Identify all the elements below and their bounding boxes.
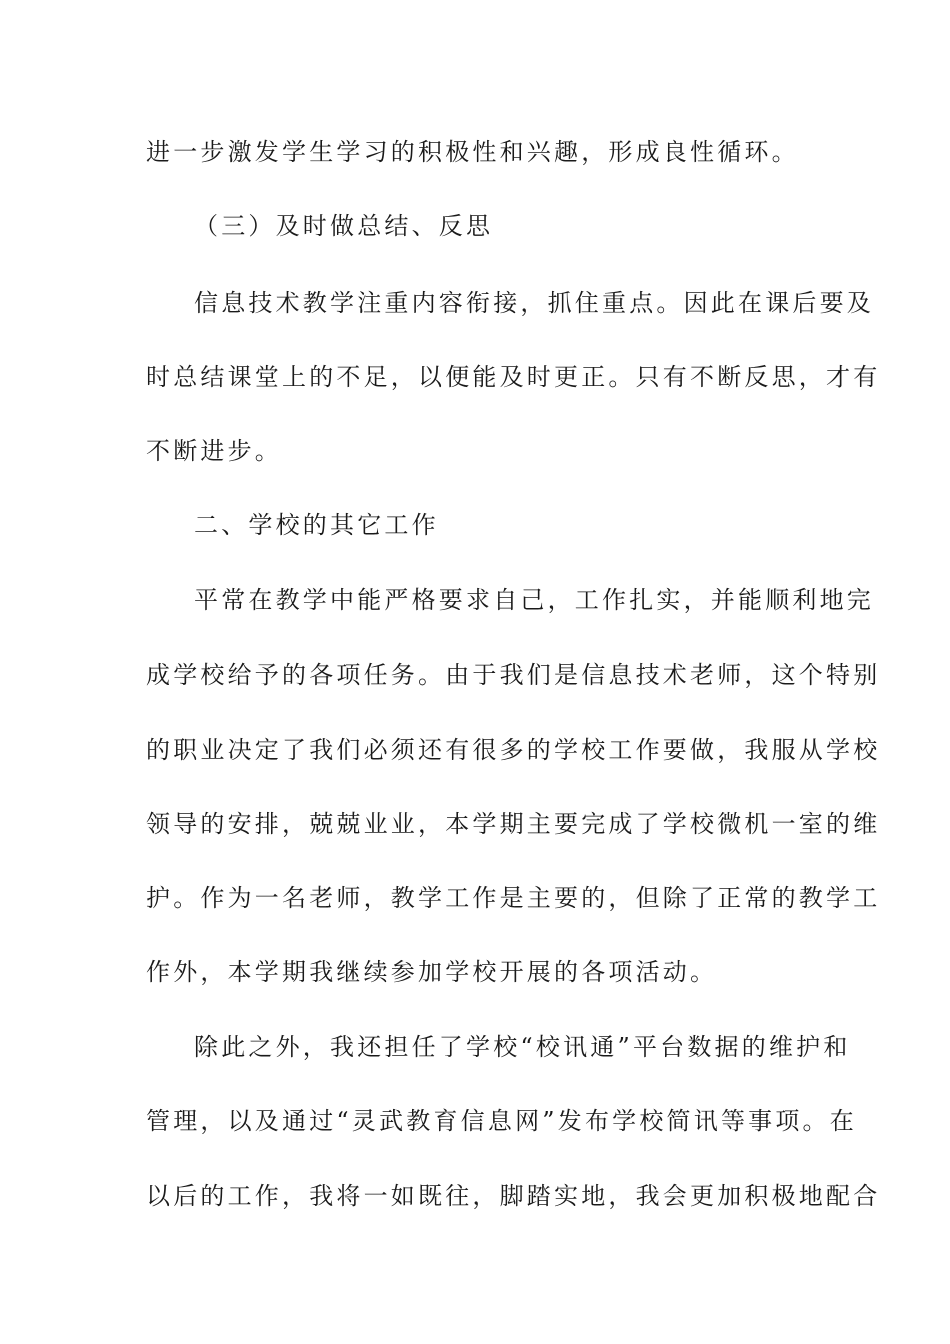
text-line: 除此之外，我还担任了学校“校讯通”平台数据的维护和 [194,1033,851,1061]
section-heading: 二、学校的其它工作 [194,511,439,539]
text-line: 领导的安排，兢兢业业，本学期主要完成了学校微机一室的维 [146,810,881,838]
text-line: 进一步激发学生学习的积极性和兴趣，形成良性循环。 [146,138,799,166]
text-line: 平常在教学中能严格要求自己，工作扎实，并能顺利地完 [194,586,874,614]
text-line: 作外，本学期我继续参加学校开展的各项活动。 [146,958,718,986]
text-line: 的职业决定了我们必须还有很多的学校工作要做，我服从学校 [146,736,881,764]
text-line: 信息技术教学注重内容衔接，抓住重点。因此在课后要及 [194,289,874,317]
text-line: 护。作为一名老师，教学工作是主要的，但除了正常的教学工 [146,884,881,912]
text-line: 成学校给予的各项任务。由于我们是信息技术老师，这个特别 [146,661,881,689]
text-line: 管理，以及通过“灵武教育信息网”发布学校简讯等事项。在 [146,1107,857,1135]
text-line: 以后的工作，我将一如既往，脚踏实地，我会更加积极地配合 [146,1182,881,1210]
text-line: 时总结课堂上的不足，以便能及时更正。只有不断反思，才有 [146,363,881,391]
section-heading: （三）及时做总结、反思 [194,212,494,240]
text-line: 不断进步。 [146,437,282,465]
